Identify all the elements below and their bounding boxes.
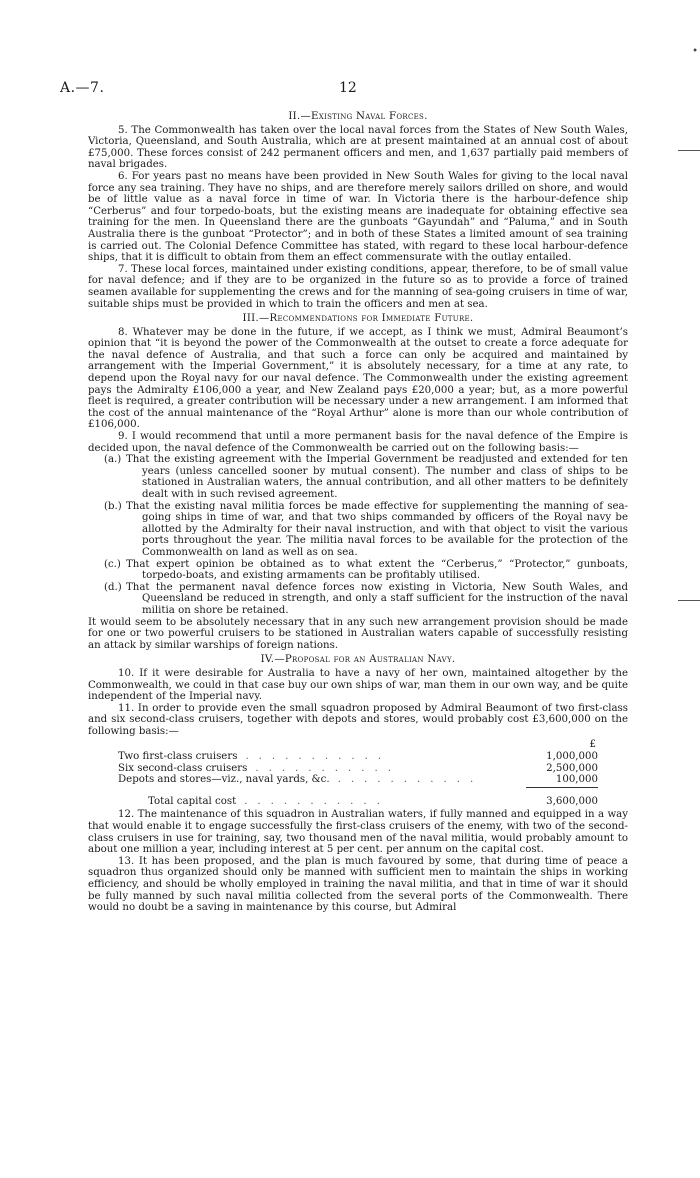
cost-amount: 1,000,000 <box>546 751 598 763</box>
margin-rule-2 <box>678 600 700 601</box>
list-item-label: (d.) <box>104 581 122 593</box>
paragraph-9: 9. I would recommend that until a more permanent basis for the naval defence of the Empire is decided upon, the naval defence of the Commonwealth be carried out on the following basis:— <box>88 431 628 454</box>
list-item-label: (c.) <box>104 558 121 570</box>
list-item-b <box>104 501 628 559</box>
total-label: Total capital cost <box>148 795 237 807</box>
paragraph-9-continuation: It would seem to be absolutely necessary that in any such new arrangement provision should be made for one or two powerful cruisers to be stationed in Australian waters capable of successfully resisting an attack by similar warships of foreign nations. <box>88 616 628 651</box>
cost-row: Depots and stores—viz., naval yards, &c. ........... 100,000 <box>118 774 598 786</box>
cost-amount: 2,500,000 <box>546 762 598 774</box>
total-amount: 3,600,000 <box>546 795 598 807</box>
page-number: 12 <box>339 80 357 96</box>
list-item-text: That the existing agreement with the Imperial Government be readjusted and extended for ten years (unless cancelled sooner by mutual consent). The number and class of ships to be stationed in Australian waters, the annual contribution, and all other matters to be definitely dealt with in such revised agreement. <box>126 454 628 500</box>
cost-row: Six second-class cruisers ........... 2,500,000 <box>118 762 598 774</box>
paragraph-12: 12. The maintenance of this squadron in Australian waters, if fully manned and equipped in a way that would enable it to engage successfully the first-class cruisers of the enemy, with two of the second-class cruisers in use for training, say, two thousand men of the naval militia, would probably amount to about one million a year, including interest at 5 per cent. per annum on the capital cost. <box>88 809 628 856</box>
cost-label: Six second-class cruisers <box>118 762 248 774</box>
cost-label: Two first-class cruisers <box>118 751 238 763</box>
list-item-d <box>104 582 628 617</box>
paragraph-5: 5. The Commonwealth has taken over the local naval forces from the States of New South Wales, Victoria, Queensland, and South Australia, which are at present maintained at an annual cost of about £75,000. These forces consist of 242 permanent officers and men, and 1,637 partially paid members of naval brigades. <box>88 124 628 171</box>
list-item-c <box>104 559 628 582</box>
paragraph-13: 13. It has been proposed, and the plan is much favoured by some, that during time of peace a squadron thus organized should only be manned with sufficient men to maintain the ships in working efficiency, and should be wholly employed in training the naval militia, and that in time of war it should be fully manned by such naval militia collected from the several ports of the Commonwealth. There would no doubt be a saving in maintenance by this course, but Admiral <box>88 855 628 914</box>
cost-table <box>118 739 598 807</box>
cost-amount: 100,000 <box>555 774 598 786</box>
list-item-text: That the existing naval militia forces be made effective for supplementing the manning of sea-going ships in time of war, and that two ships commanded by officers of the Royal navy be allotted by the Admiralty for their naval instruction, and with that object to visit the various ports throughout the year. The militia naval forces to be available for the protection of the Commonwealth on land as well as on sea. <box>126 500 628 558</box>
paragraph-6: 6. For years past no means have been provided in New South Wales for giving to the local naval force any sea training. They have no ships, and are therefore merely sailors drilled on shore, and would be of little value as a naval force in time of war. In Victoria there is the harbour-defence ship “Cerberus” and four torpedo-boats, but the existing means are inadequate for obtaining effective sea training for the men. In Queensland there are the gunboats “Gayundah” and “Paluma,” and in South Australia there is the gunboat “Protector”; and in both of these States a limited amount of sea training is carried out. The Colonial Defence Committee has stated, with regard to these local harbour-defence ships, that it is difficult to obtain from them an effect commensurate with the outlay entailed. <box>88 170 628 264</box>
list-item-a <box>104 454 628 500</box>
cost-row: Two first-class cruisers ........... 1,000,000 <box>118 751 598 763</box>
list-item-label: (a.) <box>104 454 122 466</box>
cost-currency: £ <box>589 739 596 751</box>
document-code: A.—7. <box>60 80 105 96</box>
paragraph-11: 11. In order to provide even the small squadron proposed by Admiral Beaumont of two first-class and six second-class cruisers, together with depots and stores, would probably cost £3,600,000 on the following basis:— <box>88 702 628 737</box>
section-heading-2: II.—Existing Naval Forces. <box>288 111 428 122</box>
total-rule <box>526 787 598 788</box>
cost-label: Depots and stores—viz., naval yards, &c. <box>118 774 330 786</box>
body-text <box>88 108 628 914</box>
section-heading-3: III.—Recommendations for Immediate Future. <box>242 313 474 325</box>
paragraph-7: 7. These local forces, maintained under existing conditions, appear, therefore, to be of small value for naval defence; and if they are to be organized in the future so as to provide a force of trained seamen available for supplementing the crews and for the manning of sea-going cruisers in time of war, suitable ships must be provided in which to train the officers and men at sea. <box>88 263 628 310</box>
paragraph-8: 8. Whatever may be done in the future, if we accept, as I think we must, Admiral Beaumont’s opinion that “it is beyond the power of the Commonwealth at the outset to create a force adequate for the naval defence of Australia, and that such a force can only be acquired and maintained by arrangement with the Imperial Government,” it is absolutely necessary, for a time at any rate, to depend upon the Royal navy for our naval defence. The Commonwealth under the existing agreement pays the Admiralty £106,000 a year, and New Zealand pays £20,000 a year; but, as a more powerful fleet is required, a greater contribution will be necessary under a new arrangement. I am informed that the cost of the annual maintenance of the “Royal Arthur” alone is more than our whole contribution of £106,000. <box>88 326 628 431</box>
margin-rule-1 <box>678 150 700 151</box>
edge-mark: • <box>692 46 698 57</box>
list-item-text: That the permanent naval defence forces now existing in Victoria, New South Wales, and Queensland be reduced in strength, and only a staff sufficient for the instruction of the naval militia on shore be retained. <box>126 581 628 616</box>
list-item-label: (b.) <box>104 500 122 512</box>
total-row: Total capital cost ........... 3,600,000 <box>148 795 598 807</box>
list-item-text: That expert opinion be obtained as to what extent the “Cerberus,” “Protector,” gunboats, torpedo-boats, and existing armaments can be profitably utilised. <box>126 558 628 582</box>
section-heading-4: IV.—Proposal for an Australian Navy. <box>260 654 456 666</box>
paragraph-10: 10. If it were desirable for Australia to have a navy of her own, maintained altogether by the Commonwealth, we could in that case buy our own ships of war, man them in our own way, and be quite independent of the Imperial navy. <box>88 667 628 703</box>
